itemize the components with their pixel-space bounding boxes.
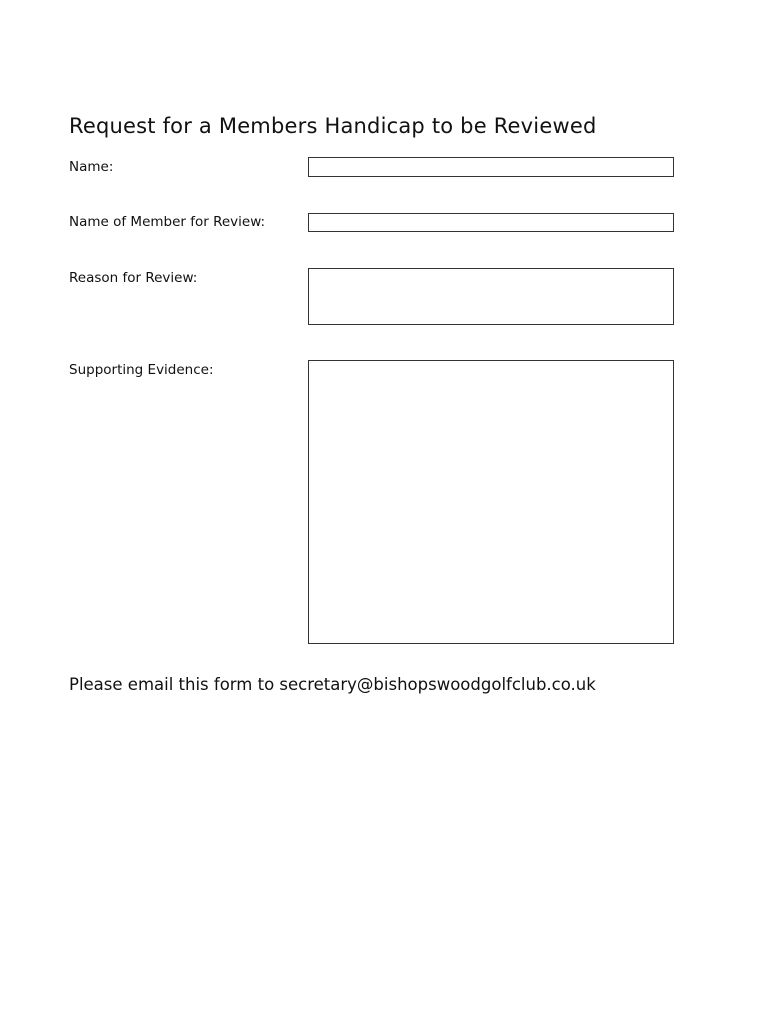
reason-label: Reason for Review:: [69, 270, 198, 286]
member-for-review-input[interactable]: [308, 213, 674, 232]
name-input[interactable]: [308, 157, 674, 177]
evidence-label: Supporting Evidence:: [69, 362, 214, 378]
member-for-review-label: Name of Member for Review:: [69, 214, 266, 230]
email-instruction: Please email this form to secretary@bishopswoodgolfclub.co.uk: [69, 675, 596, 694]
reason-textarea[interactable]: [308, 268, 674, 325]
name-label: Name:: [69, 159, 114, 175]
evidence-textarea[interactable]: [308, 360, 674, 644]
form-title: Request for a Members Handicap to be Reviewed: [69, 114, 597, 138]
